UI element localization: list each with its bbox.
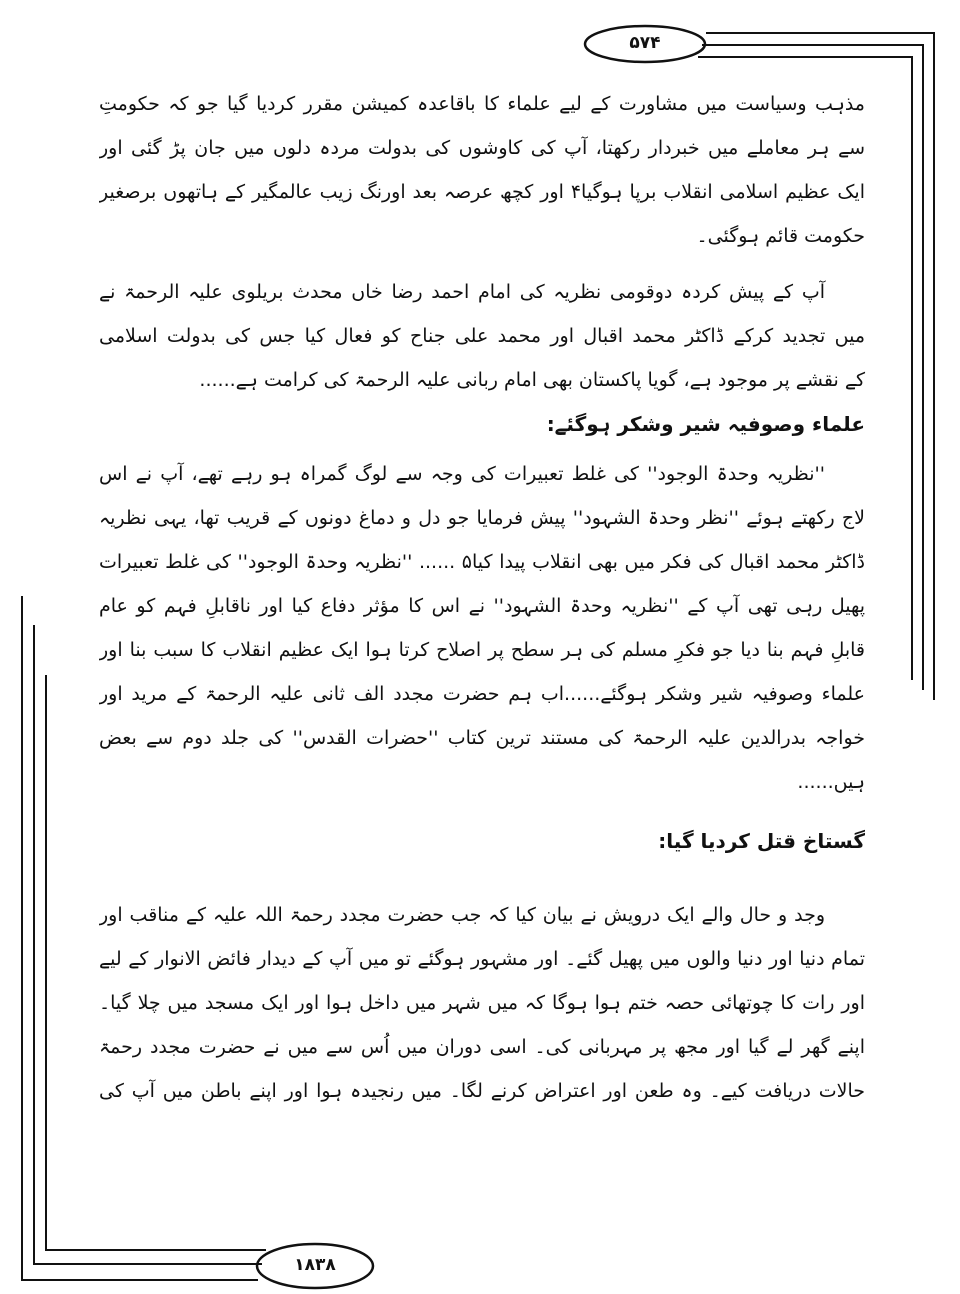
text-line: میں تجدید کرکے ڈاکٹر محمد اقبال اور محمد علی جناح کو فعال کیا جس کی بدولت اسلامی [99, 325, 865, 347]
text-line: ''نظریہ وحدۃ الوجود'' کی غلط تعبیرات کی وجہ سے لوگ گمراہ ہو رہے تھے، آپ نے اس [99, 463, 825, 485]
text-line: وجد و حال والے ایک درویش نے بیان کیا کہ جب حضرت مجدد رحمۃ اللہ علیہ کے مناقب اور [99, 904, 825, 926]
top-page-number: ۵۷۴ [629, 33, 661, 53]
text-line: ہیں...... [797, 771, 865, 793]
text-line: تمام دنیا اور دنیا والوں میں پھیل گئے۔ اور مشہور ہوگئے تو میں آپ کے دیدار فائض الانوار کے لیے [99, 948, 865, 970]
text-line: ایک عظیم اسلامی انقلاب برپا ہوگیا۴ اور کچھ عرصہ بعد اورنگ زیب عالمگیر کے ہاتھوں برصغیر [99, 181, 865, 203]
text-line: لاج رکھتے ہوئے ''نظر وحدۃ الشہود'' پیش فرمایا جو دل و دماغ دونوں کے قریب تھا، یہی نظریہ [99, 507, 865, 529]
section-heading: علماء وصوفیہ شیر وشکر ہوگئے: [546, 412, 865, 436]
text-line: اور رات کا چوتھائی حصہ ختم ہوا ہوگا کہ میں شہر میں داخل ہوا اور ایک مسجد میں چلا گیا۔ [99, 992, 865, 1014]
bottom-page-number: ۱۸۳۸ [294, 1255, 336, 1275]
text-line: اپنے گھر لے گیا اور مجھ پر مہربانی کی۔ اسی دوران میں اُس سے میں نے حضرت مجدد رحمۃ [99, 1036, 865, 1058]
text-line: قابلِ فہم بنا دیا جو فکرِ مسلم کی ہر سطح پر اصلاح کرتا ہوا ایک عظیم انقلاب کا سبب بنا اور [99, 639, 865, 661]
text-line: حالات دریافت کیے۔ وہ طعن اور اعتراض کرنے لگا۔ میں رنجیدہ ہوا اور اپنے باطن میں آپ کی [99, 1080, 865, 1102]
section-heading: گستاخ قتل کردیا گیا: [658, 829, 865, 853]
text-line: کے نقشے پر موجود ہے، گویا پاکستان بھی امام ربانی علیہ الرحمۃ کی کرامت ہے...... [199, 369, 865, 391]
text-line: حکومت قائم ہوگئی۔ [696, 225, 865, 247]
text-line: پھیل رہی تھی آپ کے ''نظریہ وحدۃ الشہود'' نے اس کا مؤثر دفاع کیا اور ناقابلِ فہم کو عام [99, 595, 865, 617]
text-line: آپ کے پیش کردہ دوقومی نظریہ کی امام احمد رضا خاں محدث بریلوی علیہ الرحمۃ نے [99, 281, 825, 303]
text-line: خواجہ بدرالدین علیہ الرحمۃ کی مستند ترین کتاب ''حضرات القدس'' کی جلد دوم سے بعض [99, 727, 865, 749]
text-line: ڈاکٹر محمد اقبال کی فکر میں بھی انقلاب پیدا کیا۵ ...... ''نظریہ وحدۃ الوجود'' کی غلط تعبیرات [99, 551, 865, 573]
text-line: علماء وصوفیہ شیر وشکر ہوگئے......اب ہم حضرت مجدد الف ثانی علیہ الرحمۃ کے مرید اور [99, 683, 865, 705]
text-line: مذہب وسیاست میں مشاورت کے لیے علماء کا باقاعدہ کمیشن مقرر کردیا گیا جو کہ حکومتِ [99, 93, 865, 115]
text-line: سے ہر معاملے میں خبردار رکھتا، آپ کی کاوشوں کی بدولت مردہ دلوں میں جان پڑ گئی اور [99, 137, 865, 159]
